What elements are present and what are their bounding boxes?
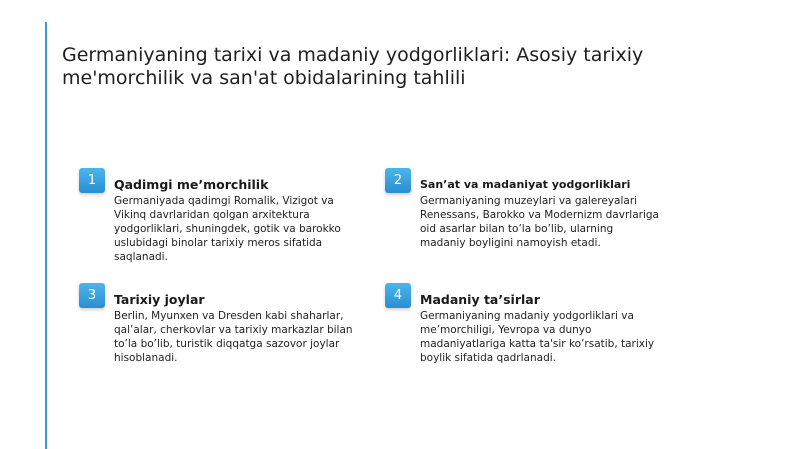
number-badge: 4 [385,283,411,308]
number-badge: 1 [79,168,105,193]
number-badge: 3 [79,283,105,308]
item-heading: Madaniy ta’sirlar [420,292,540,307]
item-text: Germaniyaning muzeylari va galereyalari Renessans, Barokko va Modernizm davrlariga oid asarlar bilan to’la bo’lib, ularning madaniy boyligini namoyish etadi. [420,195,659,249]
accent-line [45,22,47,449]
item-heading: Qadimgi me’morchilik [114,177,269,192]
number-badge: 2 [385,168,411,193]
slide-title: Germaniyaning tarixi va madaniy yodgorliklari: Asosiy tarixiy me'morchilik va san'at obidalarining tahlili [62,44,644,89]
item-text: Berlin, Myunxen va Dresden kabi shaharlar, qal’alar, cherkovlar va tarixiy markazlar bilan to’la bo’lib, turistik diqqatga sazovor joylar hisoblanadi. [114,310,353,364]
item-heading: Tarixiy joylar [114,292,205,307]
item-text: Germaniyada qadimgi Romalik, Vizigot va Vikinq davrlaridan qolgan arxitektura yodgorliklari, shuningdek, gotik va barokko uslubidagi binolar tarixiy meros sifatida saqlanadi. [114,195,341,263]
item-heading: San’at va madaniyat yodgorliklari [420,178,631,191]
item-text: Germaniyaning madaniy yodgorliklari va me’morchiligi, Yevropa va dunyo madaniyatlariga katta ta'sir ko’rsatib, tarixiy boylik sifatida qadrlanadi. [420,310,655,364]
